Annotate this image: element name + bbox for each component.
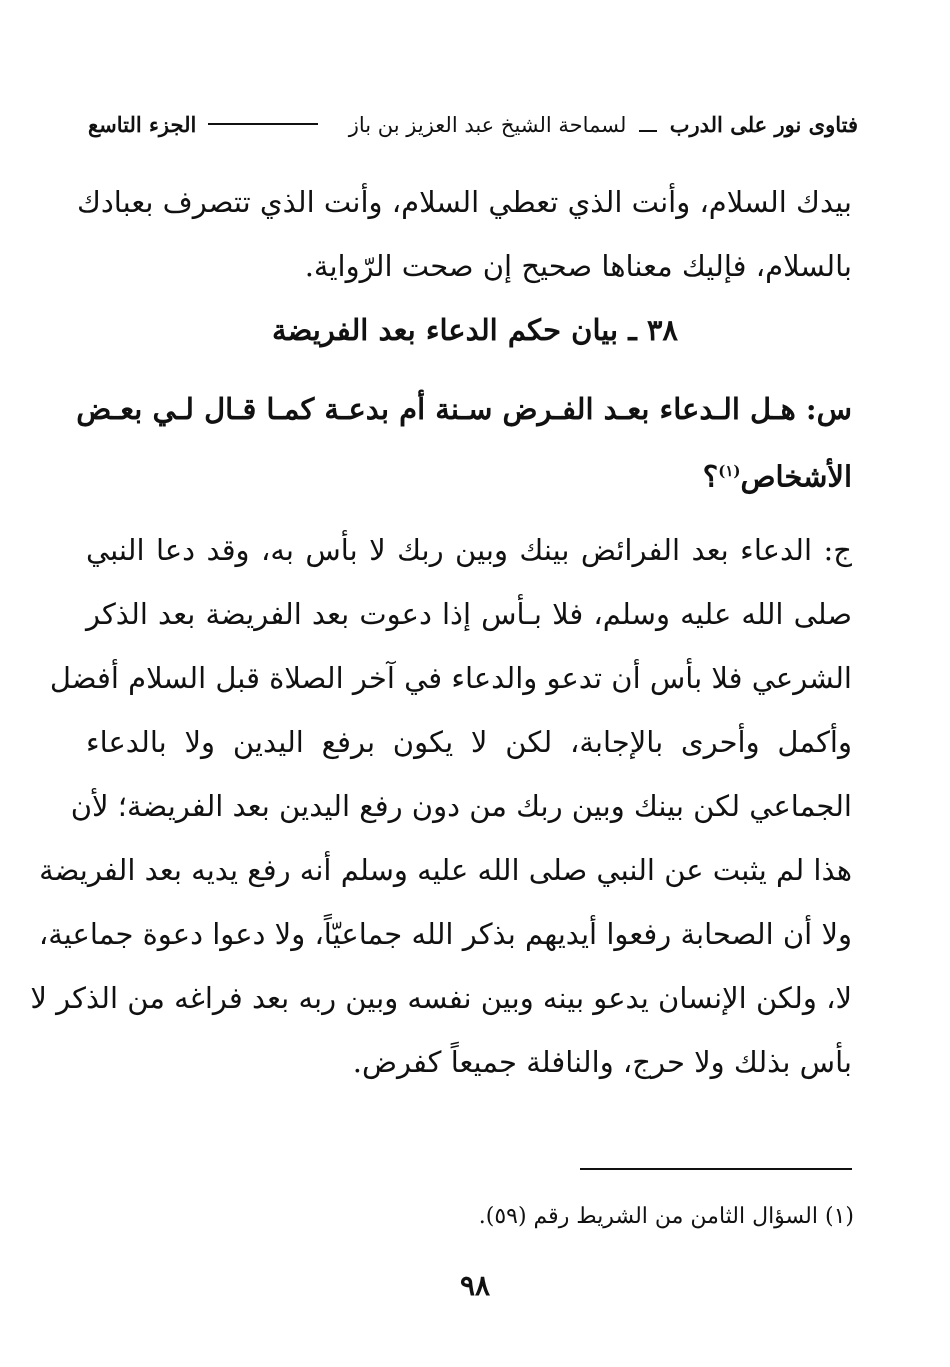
header-title-group	[349, 112, 858, 137]
question-mark: ؟	[702, 459, 719, 494]
answer-line: ج: الدعاء بعد الفرائض بينك وبين ربك لا بأس به، وقد دعا النبي	[86, 533, 852, 567]
intro-paragraph	[76, 170, 852, 298]
question-line: س: هـل الـدعاء بعـد الفـرض سـنة أم بدعـة كمـا قـال لـي بعـض	[76, 392, 852, 426]
page-number: ٩٨	[459, 1269, 491, 1302]
section-heading: ٣٨ ـ بيان حكم الدعاء بعد الفريضة	[272, 313, 678, 347]
footnote-reference[interactable]: (١)	[718, 462, 741, 480]
intro-line: بيدك السلام، وأنت الذي تعطي السلام، وأنت الذي تتصرف بعبادك	[76, 185, 852, 219]
answer-line: الجماعي لكن بينك وبين ربك من دون رفع اليدين بعد الفريضة؛ لأن	[70, 789, 852, 823]
answer-line: لا، ولكن الإنسان يدعو بينه وبين نفسه وبين ربه بعد فراغه من الذكر لا	[30, 981, 852, 1015]
question-text: الأشخاص	[740, 459, 852, 494]
answer-line: ولا أن الصحابة رفعوا أيديهم بذكر الله جماعيّاً، ولا دعوا دعوة جماعية،	[38, 917, 852, 951]
header-dash	[639, 130, 657, 132]
question-line	[86, 440, 852, 502]
answer-line: وأكمل وأحرى بالإجابة، لكن لا يكون برفع اليدين ولا بالدعاء	[86, 725, 852, 759]
answer-line: الشرعي فلا بأس أن تدعو والدعاء في آخر الصلاة قبل السلام أفضل	[49, 661, 852, 695]
header-author: لسماحة الشيخ عبد العزيز بن باز	[348, 112, 627, 137]
running-header	[88, 104, 858, 144]
volume-label: الجزء التاسع	[88, 111, 197, 137]
answer-line: هذا لم يثبت عن النبي صلى الله عليه وسلم أنه رفع يديه بعد الفريضة	[39, 853, 852, 887]
intro-line: بالسلام، فإليك معناها صحيح إن صحت الرّواية.	[304, 249, 852, 283]
footnote: (١) السؤال الثامن من الشريط رقم (٥٩).	[478, 1204, 854, 1229]
book-title: فتاوى نور على الدرب	[669, 111, 858, 137]
question-paragraph	[76, 378, 852, 502]
answer-line: صلى الله عليه وسلم، فلا بـأس إذا دعوت بعد الفريضة بعد الذكر	[86, 597, 852, 631]
answer-line: بأس بذلك ولا حرج، والنافلة جميعاً كفرض.	[352, 1045, 852, 1079]
footnote-divider	[580, 1168, 852, 1170]
header-volume-group	[88, 112, 324, 137]
answer-paragraph	[30, 518, 852, 1094]
header-rule	[208, 123, 318, 125]
